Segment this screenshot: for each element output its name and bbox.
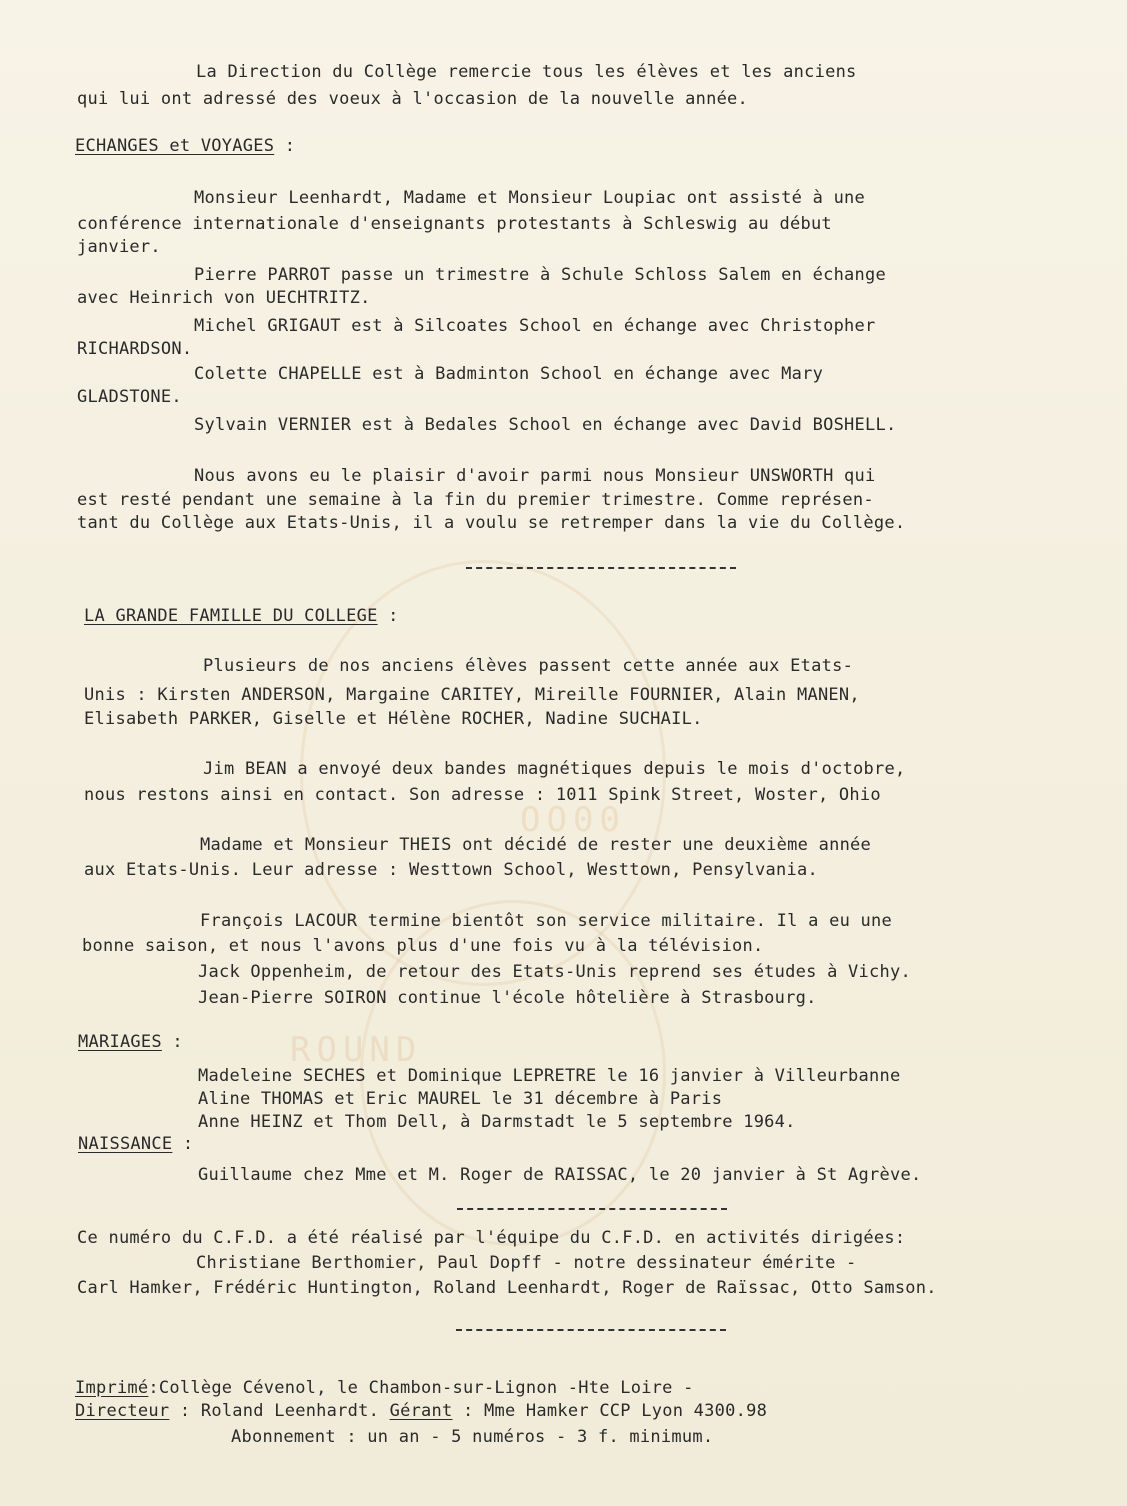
section-heading-naissance: [78, 1132, 193, 1156]
heading-text: LA GRANDE FAMILLE DU COLLEGE: [84, 606, 378, 626]
famille-line: bonne saison, et nous l'avons plus d'une fois vu à la télévision.: [82, 936, 764, 956]
heading-text: MARIAGES: [78, 1032, 162, 1052]
gerant-text: : Mme Hamker CCP Lyon 4300.98: [463, 1401, 768, 1421]
section-heading-echanges: [75, 134, 295, 158]
directeur-text: : Roland Leenhardt.: [179, 1401, 380, 1421]
echanges-line: Nous avons eu le plaisir d'avoir parmi nous Monsieur UNSWORTH qui: [194, 466, 876, 486]
imprime-text: :Collège Cévenol, le Chambon-sur-Lignon -Hte Loire -: [148, 1378, 694, 1398]
heading-colon: :: [388, 606, 399, 626]
section-divider: [466, 567, 736, 569]
famille-line: Jim BEAN a envoyé deux bandes magnétiques depuis le mois d'octobre,: [203, 759, 906, 779]
bleed-through-lettering: OO00: [520, 800, 626, 840]
echanges-line: avec Heinrich von UECHTRITZ.: [77, 288, 371, 308]
famille-line: Jean-Pierre SOIRON continue l'école hôtelière à Strasbourg.: [198, 988, 817, 1008]
famille-line: Madame et Monsieur THEIS ont décidé de rester une deuxième année: [200, 835, 872, 855]
credits-line: Ce numéro du C.F.D. a été réalisé par l'équipe du C.F.D. en activités dirigées:: [77, 1228, 906, 1248]
echanges-line: RICHARDSON.: [77, 339, 193, 359]
section-heading-famille: [84, 604, 399, 628]
echanges-line: Sylvain VERNIER est à Bedales School en échange avec David BOSHELL.: [194, 415, 897, 435]
heading-colon: :: [172, 1032, 183, 1052]
footer-imprime: [75, 1376, 694, 1400]
echanges-line: tant du Collège aux Etats-Unis, il a voulu se retremper dans la vie du Collège.: [77, 513, 906, 533]
heading-colon: :: [284, 136, 296, 156]
section-divider: [456, 1329, 726, 1331]
echanges-line: conférence internationale d'enseignants protestants à Schleswig au début: [77, 214, 832, 234]
intro-line: La Direction du Collège remercie tous les élèves et les anciens: [196, 62, 857, 82]
imprime-label: Imprimé: [75, 1378, 149, 1398]
famille-line: Unis : Kirsten ANDERSON, Margaine CARITEY, Mireille FOURNIER, Alain MANEN,: [84, 685, 860, 705]
gerant-label: Gérant: [389, 1401, 453, 1421]
footer-directeur: [75, 1399, 767, 1423]
echanges-line: janvier.: [77, 237, 161, 257]
famille-line: Jack Oppenheim, de retour des Etats-Unis reprend ses études à Vichy.: [198, 962, 911, 982]
footer-abonnement: Abonnement : un an - 5 numéros - 3 f. minimum.: [231, 1427, 714, 1447]
echanges-line: est resté pendant une semaine à la fin du premier trimestre. Comme représen-: [77, 490, 874, 510]
famille-line: nous restons ainsi en contact. Son adresse : 1011 Spink Street, Woster, Ohio: [84, 785, 881, 805]
famille-line: aux Etats-Unis. Leur adresse : Westtown School, Westtown, Pensylvania.: [84, 860, 818, 880]
bleed-through-lettering: ROUND: [290, 1030, 423, 1070]
famille-line: Plusieurs de nos anciens élèves passent cette année aux Etats-: [203, 656, 854, 676]
famille-line: Elisabeth PARKER, Giselle et Hélène ROCHER, Nadine SUCHAIL.: [84, 709, 703, 729]
directeur-label: Directeur: [75, 1401, 170, 1421]
mariage-line: Aline THOMAS et Eric MAUREL le 31 décembre à Paris: [198, 1089, 723, 1109]
naissance-line: Guillaume chez Mme et M. Roger de RAISSAC, le 20 janvier à St Agrève.: [198, 1165, 922, 1185]
echanges-line: Colette CHAPELLE est à Badminton School en échange avec Mary: [194, 364, 824, 384]
heading-text: ECHANGES et VOYAGES: [75, 136, 275, 156]
credits-line: Christiane Berthomier, Paul Dopff - notre dessinateur émérite -: [196, 1253, 857, 1273]
section-heading-mariages: [78, 1030, 183, 1054]
echanges-line: GLADSTONE.: [77, 387, 182, 407]
mariage-line: Anne HEINZ et Thom Dell, à Darmstadt le 5 septembre 1964.: [198, 1112, 796, 1132]
intro-line: qui lui ont adressé des voeux à l'occasion de la nouvelle année.: [77, 89, 749, 109]
section-divider: [457, 1208, 727, 1210]
heading-colon: :: [182, 1134, 194, 1154]
credits-line: Carl Hamker, Frédéric Huntington, Roland Leenhardt, Roger de Raïssac, Otto Samson.: [77, 1278, 937, 1298]
heading-text: NAISSANCE: [78, 1134, 173, 1154]
echanges-line: Monsieur Leenhardt, Madame et Monsieur Loupiac ont assisté à une: [194, 188, 866, 208]
famille-line: François LACOUR termine bientôt son service militaire. Il a eu une: [200, 911, 893, 931]
echanges-line: Pierre PARROT passe un trimestre à Schule Schloss Salem en échange: [194, 265, 887, 285]
mariage-line: Madeleine SECHES et Dominique LEPRETRE le 16 janvier à Villeurbanne: [198, 1066, 901, 1086]
echanges-line: Michel GRIGAUT est à Silcoates School en échange avec Christopher: [194, 316, 876, 336]
